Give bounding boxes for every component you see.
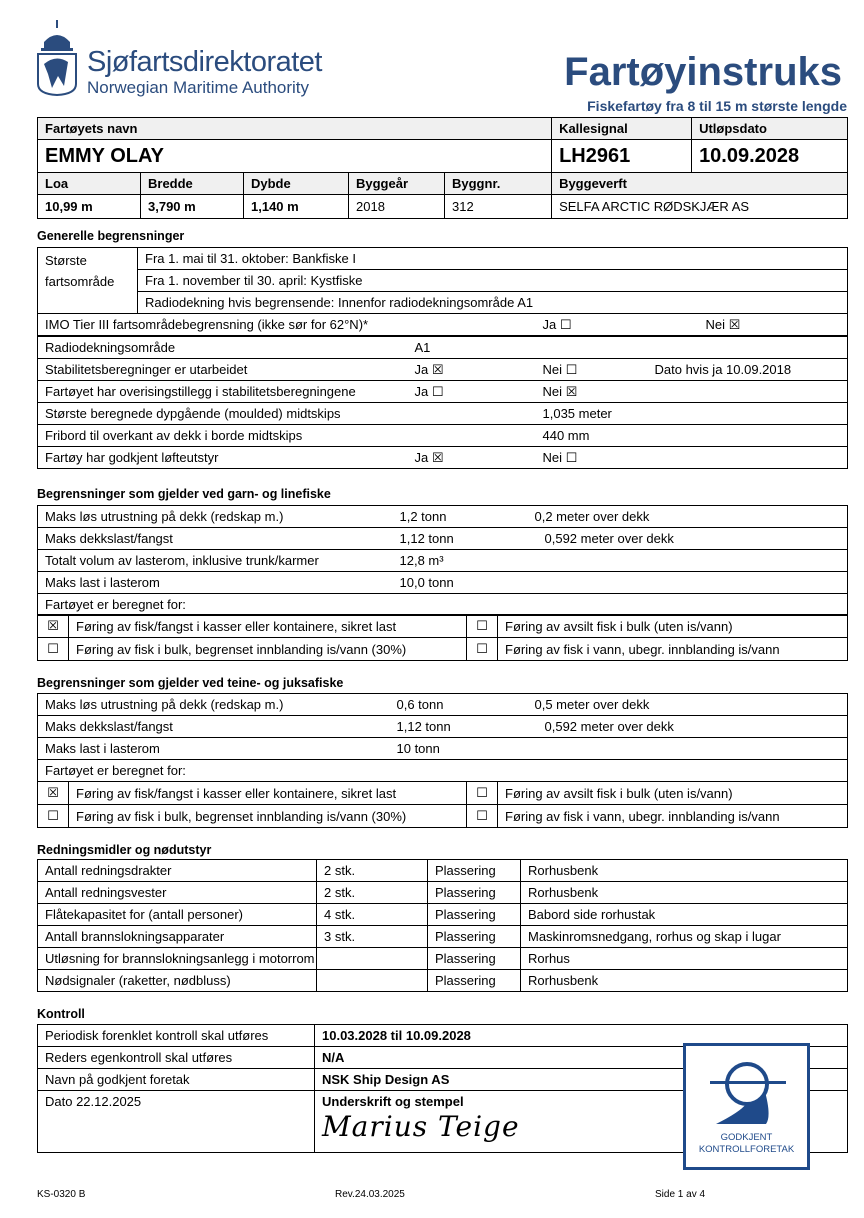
empty-cell [648,447,848,469]
teine-opt1-checkbox[interactable]: ☒ [47,786,59,801]
section-title-rescue: Redningsmidler og nødutstyr [37,843,212,857]
icing-nei-checkbox[interactable]: ☒ [565,384,578,400]
stamp-emblem-icon [706,1056,788,1126]
imo-label: IMO Tier III fartsområdebegrensning (ikke sør for 62°N)* [38,314,536,336]
ja-label: Ja [414,449,429,465]
rescue-row [38,948,848,970]
nei-label: Nei [542,361,563,377]
deck-height: 0,592 meter over dekk [528,716,848,738]
garn-table [37,505,848,616]
garn-opt4-label: Føring av fisk i vann, ubegr. innblanding is/vann [498,638,848,661]
lifting-ja-checkbox[interactable]: ☒ [431,450,444,466]
placement-label: Plassering [428,904,521,926]
draught-label: Største beregnede dypgående (moulded) midtskips [38,403,536,425]
teine-options [37,781,848,828]
vessel-table [37,117,848,219]
rescue-qty: 2 stk. [317,860,428,882]
radio-value: A1 [408,337,848,359]
deck-height: 0,592 meter over dekk [528,528,848,550]
area-row: Fra 1. november til 30. april: Kystfiske [138,270,848,292]
placement-label: Plassering [428,926,521,948]
expiry-date: 10.09.2028 [692,140,848,173]
loose-label: Maks løs utrustning på dekk (redskap m.) [38,694,390,716]
rescue-item: Antall redningsvester [38,882,317,904]
rescue-row [38,904,848,926]
rescue-qty: 2 stk. [317,882,428,904]
general-table [37,247,848,314]
buildno-value: 312 [445,195,552,219]
page-number: Side 1 av 4 [655,1189,706,1200]
loa-label: Loa [38,173,141,195]
teine-opt4-checkbox[interactable]: ☐ [476,809,488,824]
rescue-place: Maskinromsnedgang, rorhus og skap i lugar [521,926,848,948]
deck-label: Maks dekkslast/fangst [38,528,393,550]
expiry-label: Utløpsdato [692,118,848,140]
nei-label: Nei [705,316,726,332]
hold-value: 10,0 tonn [393,572,848,594]
teine-opt3-checkbox[interactable]: ☐ [47,809,59,824]
section-title-general: Generelle begrensninger [37,229,185,243]
stamp-text-1: GODKJENT [720,1132,773,1143]
garn-opt3-label: Føring av fisk i bulk, begrenset innblanding is/vann (30%) [69,638,467,661]
vessel-name-label: Fartøyets navn [38,118,552,140]
company-label: Navn på godkjent foretak [38,1069,315,1091]
nei-label: Nei [542,449,563,465]
yard-value: SELFA ARCTIC RØDSKJÆR AS [552,195,848,219]
radio-label: Radiodekningsområde [38,337,408,359]
breadth-value: 3,790 m [141,195,244,219]
ja-label: Ja [542,316,557,332]
rescue-place: Rorhusbenk [521,860,848,882]
year-label: Byggeår [349,173,445,195]
rescue-item: Antall brannslokningsapparater [38,926,317,948]
area-label: Største fartsområde [38,248,138,314]
buildno-label: Byggnr. [445,173,552,195]
deck-value: 1,12 tonn [393,528,528,550]
loose-label: Maks løs utrustning på dekk (redskap m.) [38,506,393,528]
garn-opt2-label: Føring av avsilt fisk i bulk (uten is/vann) [498,615,848,638]
yard-label: Byggeverft [552,173,848,195]
area-row: Radiodekning hvis begrensende: Innenfor radiodekningsområde A1 [138,292,848,314]
placement-label: Plassering [428,882,521,904]
approved-stamp [683,1043,810,1170]
stab-date: Dato hvis ja 10.09.2018 [648,359,848,381]
garn-opt1-checkbox[interactable]: ☒ [47,619,59,634]
page-title: Fartøyinstruks [564,50,842,94]
rescue-place: Rorhus [521,948,848,970]
garn-opt3-checkbox[interactable]: ☐ [47,642,59,657]
ja-label: Ja [414,383,429,399]
deck-value: 1,12 tonn [390,716,528,738]
freeboard-value: 440 mm [536,425,848,447]
stamp-text [686,1132,807,1156]
form-number: KS-0320 B [37,1189,86,1200]
loose-value: 0,6 tonn [390,694,528,716]
placement-label: Plassering [428,860,521,882]
stamp-text-2: KONTROLLFORETAK [698,1144,795,1155]
rescue-qty: 4 stk. [317,904,428,926]
loose-height: 0,5 meter over dekk [528,694,848,716]
general-table-2 [37,313,848,336]
signature: Marius Teige [322,1110,520,1143]
rescue-place: Rorhusbenk [521,882,848,904]
rescue-item: Nødsignaler (raketter, nødbluss) [38,970,317,992]
stab-ja-checkbox[interactable]: ☒ [431,362,444,378]
rescue-item: Flåtekapasitet for (antall personer) [38,904,317,926]
crown-logo-icon [36,20,78,96]
owner-label: Reders egenkontroll skal utføres [38,1047,315,1069]
teine-opt4-label: Føring av fisk i vann, ubegr. innblanding is/vann [498,805,848,828]
ja-label: Ja [414,361,429,377]
imo-ja-checkbox[interactable]: ☐ [559,317,572,333]
teine-table [37,693,848,782]
rescue-row [38,970,848,992]
section-title-control: Kontroll [37,1007,85,1021]
periodic-label: Periodisk forenklet kontroll skal utføres [38,1025,315,1047]
rescue-place: Babord side rorhustak [521,904,848,926]
icing-label: Fartøyet har overisingstillegg i stabilitetsberegningene [38,381,408,403]
hold-label: Maks last i lasterom [38,572,393,594]
deck-label: Maks dekkslast/fangst [38,716,390,738]
rescue-qty [317,948,428,970]
revision: Rev.24.03.2025 [335,1189,405,1200]
loose-value: 1,2 tonn [393,506,528,528]
icing-ja-checkbox[interactable]: ☐ [431,384,444,400]
lifting-label: Fartøy har godkjent løfteutstyr [38,447,408,469]
rescue-item: Utløsning for brannslokningsanlegg i motorrom [38,948,317,970]
nei-label: Nei [542,383,563,399]
depth-value: 1,140 m [244,195,349,219]
garn-opt1-label: Føring av fisk/fangst i kasser eller kontainere, sikret last [69,615,467,638]
volume-label: Totalt volum av lasterom, inklusive trunk/karmer [38,550,393,572]
date-label: Dato 22.12.2025 [38,1091,315,1153]
garn-options [37,614,848,661]
org-name-en: Norwegian Maritime Authority [87,78,310,97]
placement-label: Plassering [428,970,521,992]
teine-opt1-label: Føring av fisk/fangst i kasser eller kontainere, sikret last [69,782,467,805]
company-value: NSK Ship Design AS [315,1069,848,1091]
rescue-place: Rorhusbenk [521,970,848,992]
stab-nei-checkbox[interactable]: ☐ [565,362,578,378]
loa-value: 10,99 m [38,195,141,219]
section-title-teine: Begrensninger som gjelder ved teine- og juksafiske [37,676,344,690]
callsign: LH2961 [552,140,692,173]
general-table-3 [37,336,848,469]
rescue-row [38,926,848,948]
rescue-table [37,859,848,992]
draught-value: 1,035 meter [536,403,848,425]
year-value: 2018 [349,195,445,219]
area-row: Fra 1. mai til 31. oktober: Bankfiske I [138,248,848,270]
placement-label: Plassering [428,948,521,970]
org-name: Sjøfartsdirektoratet [87,46,322,78]
section-title-garn: Begrensninger som gjelder ved garn- og linefiske [37,487,331,501]
garn-opt4-checkbox[interactable]: ☐ [476,642,488,657]
rescue-row [38,882,848,904]
hold-value: 10 tonn [390,738,848,760]
lifting-nei-checkbox[interactable]: ☐ [565,450,578,466]
rescue-qty [317,970,428,992]
freeboard-label: Fribord til overkant av dekk i borde midtskips [38,425,536,447]
owner-value: N/A [315,1047,848,1069]
rescue-item: Antall redningsdrakter [38,860,317,882]
rescue-qty: 3 stk. [317,926,428,948]
rescue-row [38,860,848,882]
teine-opt3-label: Føring av fisk i bulk, begrenset innblanding is/vann (30%) [69,805,467,828]
hold-label: Maks last i lasterom [38,738,390,760]
empty-cell [648,381,848,403]
breadth-label: Bredde [141,173,244,195]
teine-opt2-label: Føring av avsilt fisk i bulk (uten is/vann) [498,782,848,805]
stab-label: Stabilitetsberegninger er utarbeidet [38,359,408,381]
signature-label: Underskrift og stempel [315,1091,848,1153]
designed-label: Fartøyet er beregnet for: [38,594,848,616]
periodic-value: 10.03.2028 til 10.09.2028 [315,1025,848,1047]
callsign-label: Kallesignal [552,118,692,140]
vessel-name: EMMY OLAY [38,140,552,173]
volume-value: 12,8 m³ [393,550,848,572]
designed-label: Fartøyet er beregnet for: [38,760,848,782]
loose-height: 0,2 meter over dekk [528,506,848,528]
page-subtitle: Fiskefartøy fra 8 til 15 m største lengde [587,98,847,114]
garn-opt2-checkbox[interactable]: ☐ [476,619,488,634]
teine-opt2-checkbox[interactable]: ☐ [476,786,488,801]
depth-label: Dybde [244,173,349,195]
imo-nei-checkbox[interactable]: ☒ [728,317,741,333]
